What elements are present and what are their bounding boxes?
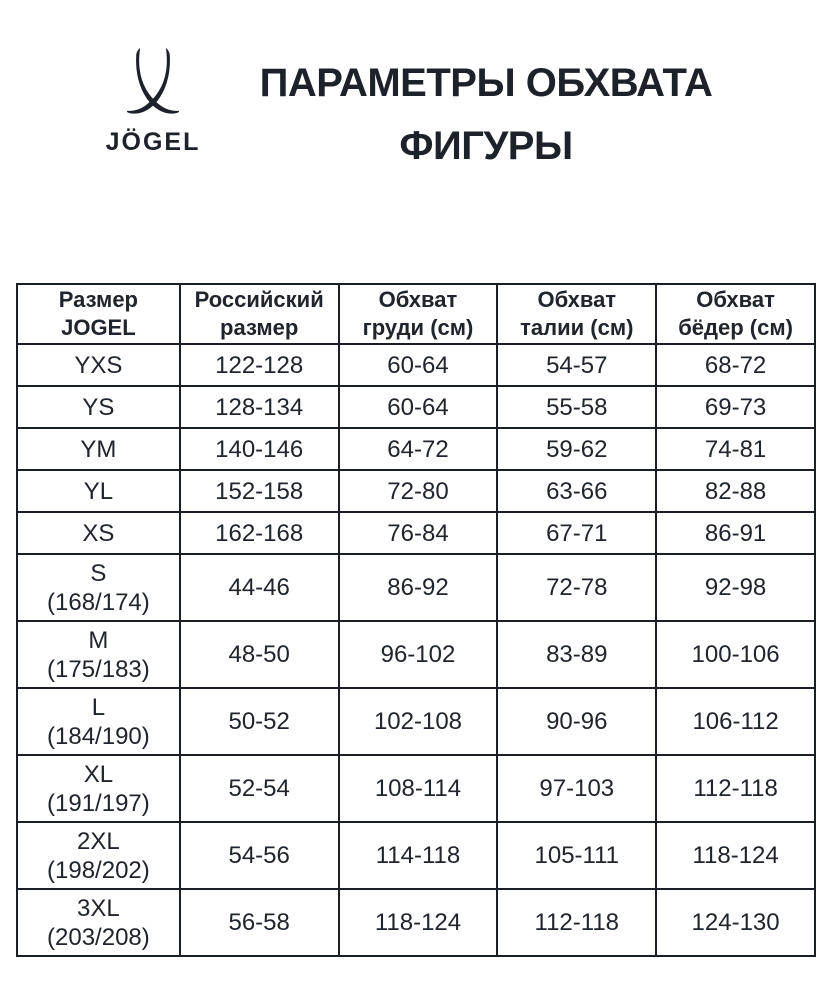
table-row-ym: [17, 428, 815, 470]
cell-chest: 60-64: [339, 344, 498, 386]
cell-russian-size: 140-146: [180, 428, 339, 470]
cell-waist: 105-111: [497, 822, 656, 889]
col-header-jogel-size: Размер JOGEL: [17, 284, 180, 344]
cell-size: YL: [17, 470, 180, 512]
cell-size: XL (191/197): [17, 755, 180, 822]
cell-hips: 92-98: [656, 554, 815, 621]
cell-chest: 114-118: [339, 822, 498, 889]
cell-chest: 108-114: [339, 755, 498, 822]
page-title: [150, 0, 822, 178]
table-row-yl: [17, 470, 815, 512]
cell-waist: 72-78: [497, 554, 656, 621]
cell-size: S (168/174): [17, 554, 180, 621]
cell-chest: 118-124: [339, 889, 498, 956]
cell-russian-size: 44-46: [180, 554, 339, 621]
table-row-xs: [17, 512, 815, 554]
cell-waist: 59-62: [497, 428, 656, 470]
cell-waist: 63-66: [497, 470, 656, 512]
table-row-xl: [17, 755, 815, 822]
cell-chest: 102-108: [339, 688, 498, 755]
cell-hips: 69-73: [656, 386, 815, 428]
table-row-s: [17, 554, 815, 621]
cell-hips: 68-72: [656, 344, 815, 386]
cell-russian-size: 52-54: [180, 755, 339, 822]
cell-russian-size: 162-168: [180, 512, 339, 554]
cell-size: 2XL (198/202): [17, 822, 180, 889]
col-header-chest: Обхват груди (см): [339, 284, 498, 344]
cell-hips: 112-118: [656, 755, 815, 822]
cell-size: YXS: [17, 344, 180, 386]
cell-russian-size: 48-50: [180, 621, 339, 688]
cell-size: L (184/190): [17, 688, 180, 755]
cell-hips: 118-124: [656, 822, 815, 889]
col-header-hips: Обхват бёдер (см): [656, 284, 815, 344]
cell-waist: 67-71: [497, 512, 656, 554]
table-row-3xl: [17, 889, 815, 956]
table-row-2xl: [17, 822, 815, 889]
cell-hips: 82-88: [656, 470, 815, 512]
col-header-russian-size: Российский размер: [180, 284, 339, 344]
cell-waist: 54-57: [497, 344, 656, 386]
cell-russian-size: 122-128: [180, 344, 339, 386]
cell-hips: 74-81: [656, 428, 815, 470]
cell-russian-size: 50-52: [180, 688, 339, 755]
cell-size: 3XL (203/208): [17, 889, 180, 956]
header-row: [17, 284, 815, 344]
page-title-line1: ПАРАМЕТРЫ ОБХВАТА: [259, 61, 713, 105]
cell-chest: 60-64: [339, 386, 498, 428]
cell-hips: 100-106: [656, 621, 815, 688]
cell-russian-size: 54-56: [180, 822, 339, 889]
cell-waist: 97-103: [497, 755, 656, 822]
cell-russian-size: 128-134: [180, 386, 339, 428]
page-title-line2: ФИГУРЫ: [399, 124, 573, 168]
table-row-l: [17, 688, 815, 755]
cell-size: YM: [17, 428, 180, 470]
cell-size: YS: [17, 386, 180, 428]
brand-wordmark: JÖGEL: [105, 128, 201, 156]
size-table: [16, 283, 816, 957]
cell-size: M (175/183): [17, 621, 180, 688]
cell-russian-size: 56-58: [180, 889, 339, 956]
table-row-ys: [17, 386, 815, 428]
jogel-emblem-icon: [125, 48, 181, 122]
cell-size: XS: [17, 512, 180, 554]
cell-chest: 76-84: [339, 512, 498, 554]
cell-hips: 86-91: [656, 512, 815, 554]
table-row-yxs: [17, 344, 815, 386]
table-row-m: [17, 621, 815, 688]
cell-hips: 124-130: [656, 889, 815, 956]
col-header-waist: Обхват талии (см): [497, 284, 656, 344]
cell-chest: 64-72: [339, 428, 498, 470]
cell-russian-size: 152-158: [180, 470, 339, 512]
cell-waist: 83-89: [497, 621, 656, 688]
cell-hips: 106-112: [656, 688, 815, 755]
cell-waist: 90-96: [497, 688, 656, 755]
cell-chest: 72-80: [339, 470, 498, 512]
cell-waist: 112-118: [497, 889, 656, 956]
cell-chest: 86-92: [339, 554, 498, 621]
cell-chest: 96-102: [339, 621, 498, 688]
jogel-logo: [98, 48, 208, 157]
cell-waist: 55-58: [497, 386, 656, 428]
